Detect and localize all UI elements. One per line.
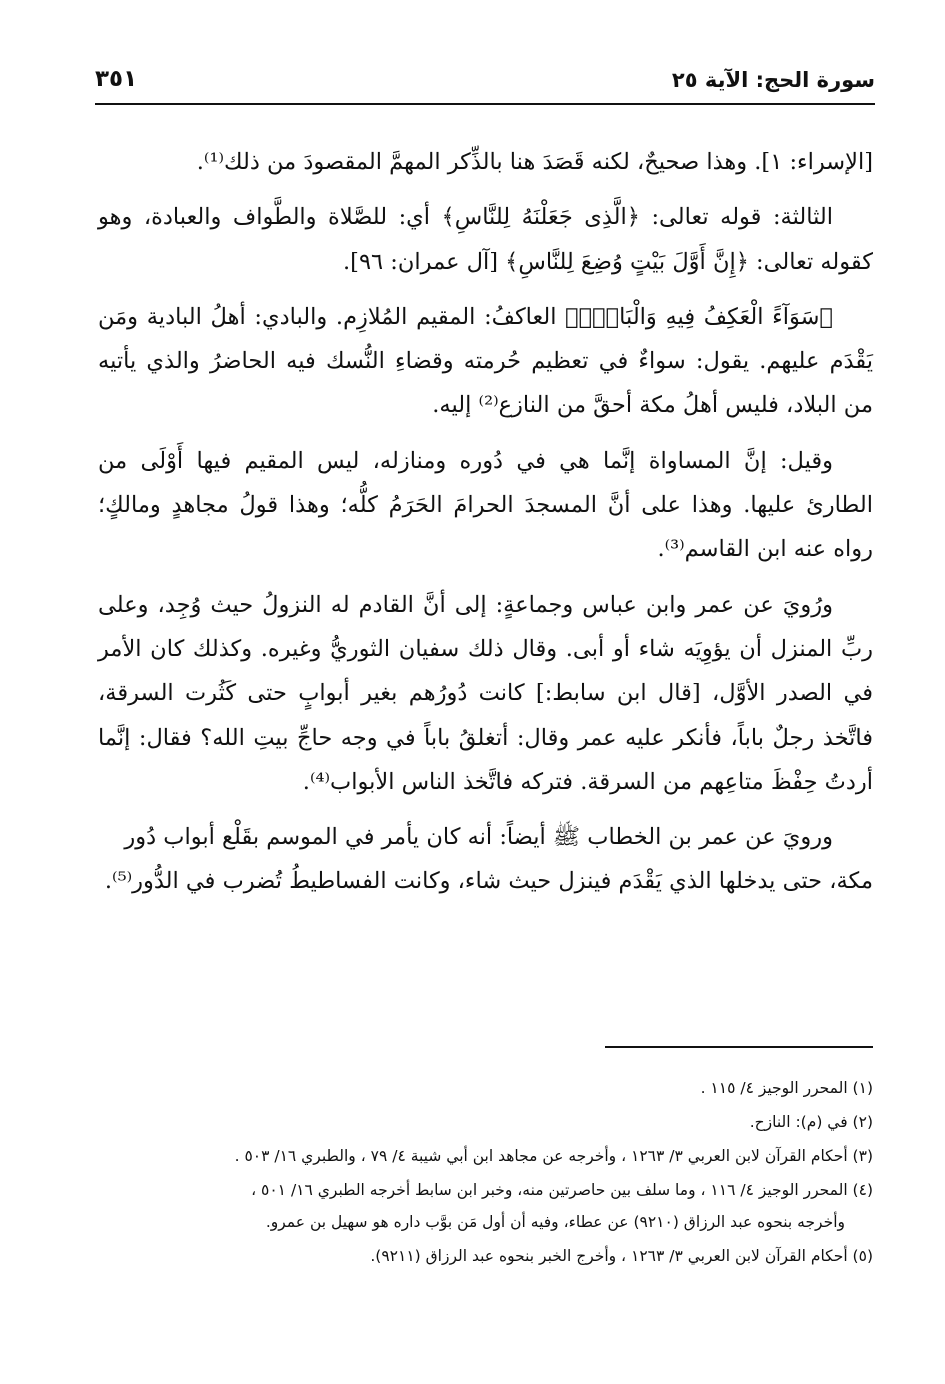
page-header: [95, 64, 875, 104]
paragraph: ورويَ عن عمر بن الخطاب ﷺ أيضاً: أنه كان يأمر في الموسم بقَلْع أبواب دُور مكة، حتى يدخلها الذي يَقْدَم فينزل حيث شاء، وكانت الفساطيطُ تُضرب في الدُّور⁽⁵⁾.: [104, 824, 873, 895]
footnote: (٢) في (م): النازح.: [749, 1113, 873, 1131]
paragraph: وقيل: إنَّ المساواة إنَّما هي في دُوره ومنازله، ليس المقيم فيها أَوْلَى من الطارئ عليها. وهذا على أنَّ المسجدَ الحرامَ الحَرَمُ كلُّه؛ وهذا قولُ مجاهدٍ ومالكٍ؛ رواه عنه ابن القاسم⁽³⁾.: [98, 447, 873, 563]
main-text: [98, 140, 873, 915]
footnote-continuation: وأخرجه بنحوه عبد الرزاق (٩٢١٠) عن عطاء، وفيه أن أول مَن بوَّب داره هو سهيل بن عمرو.: [265, 1213, 845, 1231]
paragraph: ﴿سَوَآءً الْعَكِفُ فِيهِ وَالْبَادِۚ﴾ العاكفُ: المقيم المُلازِم. والبادي: أهلُ البادية ومَن يَقْدَم عليهم. يقول: سواءٌ في تعظيم حُرمته وقضاءِ النُّسك فيه الحاضرُ والذي يأتيه من البلاد، فليس أهلُ مكة أحقَّ من النازع⁽²⁾ إليه.: [98, 303, 873, 419]
footnote: (٥) أحكام القرآن لابن العربي ٣/ ١٢٦٣ ، وأخرج الخبر بنحوه عبد الرزاق (٩٢١١).: [370, 1247, 873, 1265]
paragraph: الثالثة: قوله تعالى: ﴿الَّذِى جَعَلْنَهُ لِلنَّاسِ﴾ أي: للصَّلاة والطَّواف والعبادة، وهو كقوله تعالى: ﴿إِنَّ أَوَّلَ بَيْتٍ وُضِعَ لِلنَّاسِ﴾ [آل عمران: ٩٦].: [98, 204, 873, 275]
paragraph: ورُويَ عن عمر وابن عباس وجماعةٍ: إلى أنَّ القادم له النزولُ حيث وُجِد، وعلى ربِّ المنزل أن يؤوِيَه شاء أو أبى. وقال ذلك سفيان الثوريُّ وغيره. وكذلك كان الأمر في الصدر الأوَّل، [قال ابن سابط:] كانت دُورُهم بغير أبوابٍ حتى كَثُرت السرقة، فاتَّخذ رجلٌ باباً، فأنكر عليه عمر وقال: أتغلقُ باباً في وجه حاجِّ بيتِ الله؟ فقال: إنَّما أردتُ حِفْظَ متاعِهم من السرقة. فتركه فاتَّخذ الناس الأبواب⁽⁴⁾.: [98, 591, 873, 795]
header-rule: [95, 103, 875, 105]
footnote: (٣) أحكام القرآن لابن العربي ٣/ ١٢٦٣ ، وأخرجه عن مجاهد ابن أبي شيبة ٤/ ٧٩ ، والطبري ١٦/ ٥٠٣ .: [234, 1147, 873, 1165]
footnote-rule: [605, 1046, 873, 1048]
footnote: (١) المحرر الوجيز ٤/ ١١٥ .: [700, 1079, 873, 1097]
footnote: [95, 1174, 873, 1238]
page-number: ٣٥١: [95, 66, 138, 92]
running-title: سورة الحج: الآية ٢٥: [671, 68, 875, 92]
footnotes: [95, 1072, 873, 1274]
footnote-line: (٤) المحرر الوجيز ٤/ ١١٦ ، وما سلف بين حاصرتين منه، وخبر ابن سابط أخرجه الطبري ١٦/ ٥٠١ ،: [251, 1181, 873, 1199]
paragraph: [الإسراء: ١]. وهذا صحيحٌ، لكنه قَصَدَ هنا بالذِّكر المهمَّ المقصودَ من ذلك⁽¹⁾.: [196, 149, 873, 175]
